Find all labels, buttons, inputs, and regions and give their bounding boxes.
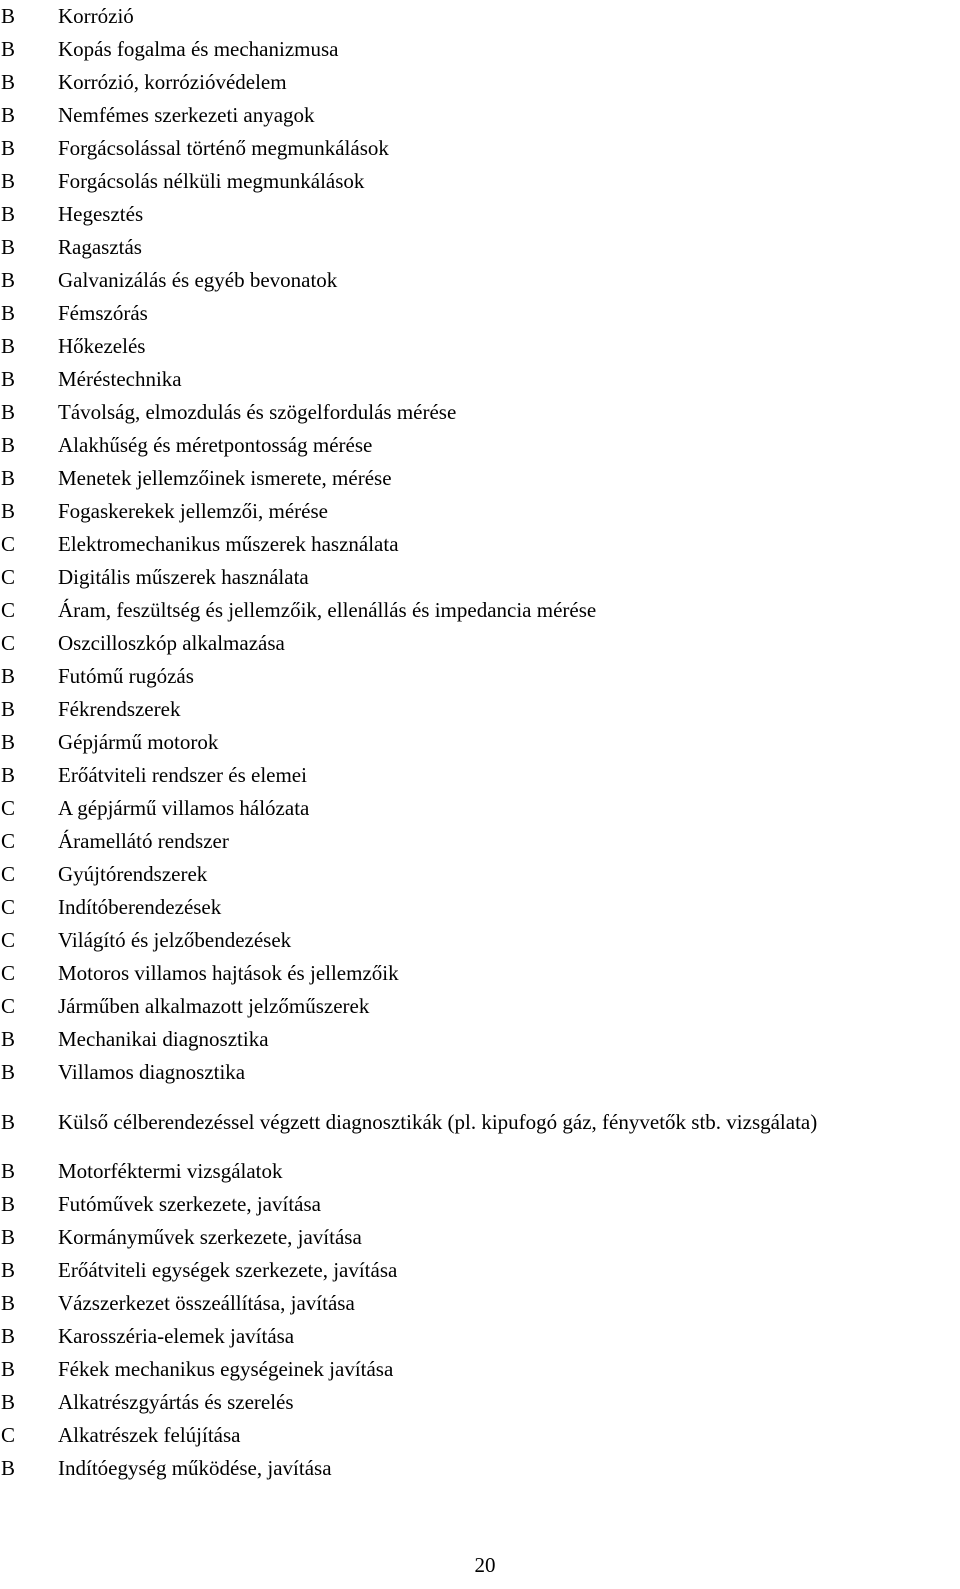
level-code: C (1, 829, 16, 853)
table-row (0, 891, 960, 924)
table-row (0, 957, 960, 990)
level-code: B (1, 136, 16, 160)
table-row (0, 924, 960, 957)
table-row (0, 759, 960, 792)
level-code: C (1, 1423, 16, 1447)
level-code: B (1, 1060, 16, 1084)
level-code: B (1, 1456, 16, 1480)
table-row (0, 99, 960, 132)
topic-label: Áram, feszültség és jellemzőik, ellenállás és impedancia mérése (58, 598, 597, 622)
table-row (0, 1188, 960, 1221)
table-row (0, 429, 960, 462)
level-code: B (1, 697, 16, 721)
level-code: C (1, 895, 16, 919)
level-code: B (1, 4, 16, 28)
level-code: C (1, 928, 16, 952)
table-row (0, 198, 960, 231)
table-row (0, 330, 960, 363)
topic-label: Mechanikai diagnosztika (58, 1027, 269, 1051)
topic-label: Gépjármű motorok (58, 730, 219, 754)
table-row (0, 495, 960, 528)
table-row (0, 660, 960, 693)
table-row (0, 792, 960, 825)
table-row (0, 693, 960, 726)
level-code: B (1, 664, 16, 688)
table-row (0, 825, 960, 858)
topic-label: Forgácsolással történő megmunkálások (58, 136, 389, 160)
level-code: C (1, 532, 16, 556)
topic-label: Fékrendszerek (58, 697, 181, 721)
table-row (0, 528, 960, 561)
topic-label: Karosszéria-elemek javítása (58, 1324, 295, 1348)
table-row (0, 1419, 960, 1452)
topic-label: Motoros villamos hajtások és jellemzőik (58, 961, 399, 985)
topic-label: Fémszórás (58, 301, 148, 325)
table-row (0, 231, 960, 264)
level-code: C (1, 565, 16, 589)
topic-label: Villamos diagnosztika (58, 1060, 246, 1084)
topic-label: Járműben alkalmazott jelzőműszerek (58, 994, 370, 1018)
table-row (0, 297, 960, 330)
level-code: B (1, 235, 16, 259)
topic-label: Futóművek szerkezete, javítása (58, 1192, 321, 1216)
level-code: B (1, 70, 16, 94)
table-row (0, 1155, 960, 1188)
table-row (0, 264, 960, 297)
table-row (0, 990, 960, 1023)
table-row (0, 1221, 960, 1254)
level-code: B (1, 1225, 16, 1249)
level-code: C (1, 796, 16, 820)
table-row (0, 1089, 960, 1155)
level-code: B (1, 37, 16, 61)
topic-label: Galvanizálás és egyéb bevonatok (58, 268, 338, 292)
level-code: B (1, 1357, 16, 1381)
topic-label: Alkatrészek felújítása (58, 1423, 241, 1447)
topic-label: Futómű rugózás (58, 664, 194, 688)
level-code: B (1, 367, 16, 391)
topic-label: Ragasztás (58, 235, 142, 259)
topic-label: Alkatrészgyártás és szerelés (58, 1390, 294, 1414)
topic-label: Nemfémes szerkezeti anyagok (58, 103, 315, 127)
topic-label: Motorféktermi vizsgálatok (58, 1159, 283, 1183)
table-row (0, 1023, 960, 1056)
table-row (0, 627, 960, 660)
level-code: B (1, 1324, 16, 1348)
topic-label: Digitális műszerek használata (58, 565, 309, 589)
topic-label: Távolság, elmozdulás és szögelfordulás mérése (58, 400, 457, 424)
level-code: B (1, 433, 16, 457)
topic-label: Külső célberendezéssel végzett diagnosztikák (pl. kipufogó gáz, fényvetők stb. vizsgálata) (58, 1110, 818, 1134)
topic-label: Korrózió, korrózióvédelem (58, 70, 287, 94)
level-code: C (1, 598, 16, 622)
topic-label: Korrózió (58, 4, 134, 28)
table-row (0, 33, 960, 66)
table-row (0, 594, 960, 627)
level-code: B (1, 1192, 16, 1216)
table-row (0, 363, 960, 396)
topic-label: Indítóberendezések (58, 895, 222, 919)
level-code: B (1, 730, 16, 754)
table-row (0, 1056, 960, 1089)
table-row (0, 561, 960, 594)
topic-label: Méréstechnika (58, 367, 182, 391)
topic-label: Áramellátó rendszer (58, 829, 229, 853)
topic-label: Fogaskerekek jellemzői, mérése (58, 499, 328, 523)
level-code: B (1, 466, 16, 490)
topic-label: Vázszerkezet összeállítása, javítása (58, 1291, 355, 1315)
topic-label: Világító és jelzőbendezések (58, 928, 292, 952)
level-code: B (1, 1159, 16, 1183)
topic-label: Oszcilloszkóp alkalmazása (58, 631, 285, 655)
table-row (0, 132, 960, 165)
level-code: B (1, 103, 16, 127)
level-code: C (1, 961, 16, 985)
level-code: B (1, 169, 16, 193)
table-row (0, 1353, 960, 1386)
topic-label: Hegesztés (58, 202, 144, 226)
topic-label: Indítóegység működése, javítása (58, 1456, 332, 1480)
level-code: B (1, 334, 16, 358)
topic-label: Kopás fogalma és mechanizmusa (58, 37, 339, 61)
topic-label: Forgácsolás nélküli megmunkálások (58, 169, 365, 193)
topic-label: Gyújtórendszerek (58, 862, 208, 886)
topic-label: Menetek jellemzőinek ismerete, mérése (58, 466, 392, 490)
level-code: C (1, 631, 16, 655)
table-row (0, 165, 960, 198)
level-code: B (1, 400, 16, 424)
level-code: C (1, 994, 16, 1018)
level-code: B (1, 202, 16, 226)
level-code: B (1, 268, 16, 292)
topic-label: Hőkezelés (58, 334, 146, 358)
table-row (0, 462, 960, 495)
level-code: B (1, 301, 16, 325)
topic-label: Fékek mechanikus egységeinek javítása (58, 1357, 394, 1381)
table-row (0, 0, 960, 33)
topic-label: A gépjármű villamos hálózata (58, 796, 310, 820)
table-row (0, 858, 960, 891)
table-row (0, 396, 960, 429)
table-row (0, 726, 960, 759)
table-row (0, 1287, 960, 1320)
level-code: B (1, 1291, 16, 1315)
level-code: B (1, 499, 16, 523)
table-row (0, 1452, 960, 1485)
level-code: B (1, 1027, 16, 1051)
topic-label: Kormányművek szerkezete, javítása (58, 1225, 362, 1249)
level-code: B (1, 763, 16, 787)
level-code: B (1, 1390, 16, 1414)
table-row (0, 1320, 960, 1353)
page-number: 20 (474, 1553, 496, 1577)
table-row (0, 66, 960, 99)
topic-label: Erőátviteli egységek szerkezete, javítása (58, 1258, 398, 1282)
table-row (0, 1386, 960, 1419)
level-code: C (1, 862, 16, 886)
table-row (0, 1254, 960, 1287)
topic-label: Erőátviteli rendszer és elemei (58, 763, 307, 787)
topic-label: Elektromechanikus műszerek használata (58, 532, 399, 556)
level-code: B (1, 1109, 16, 1134)
level-code: B (1, 1258, 16, 1282)
topic-label: Alakhűség és méretpontosság mérése (58, 433, 373, 457)
